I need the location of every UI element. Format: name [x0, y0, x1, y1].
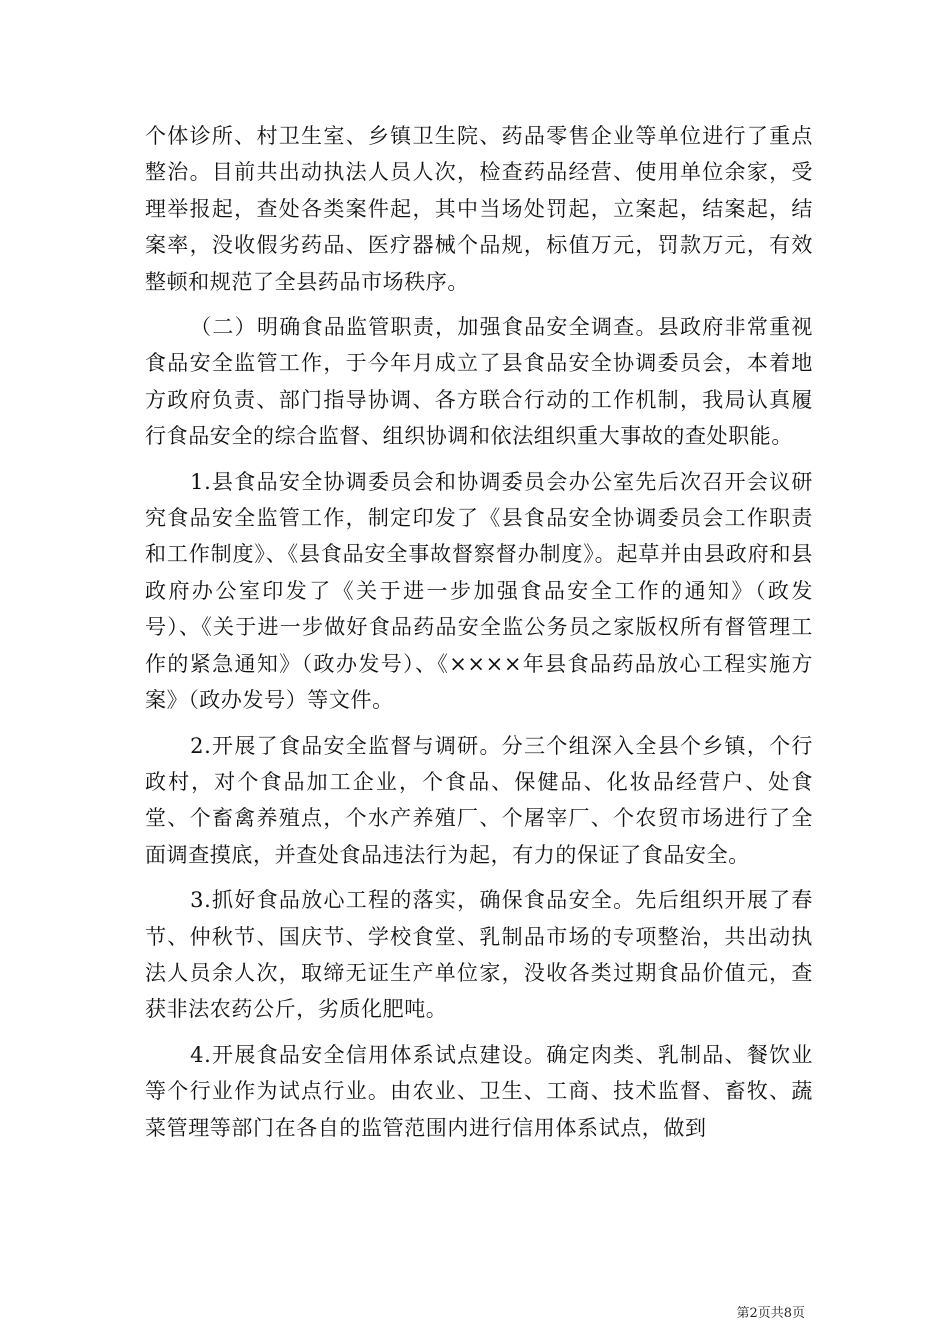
paragraph-6: 4.开展食品安全信用体系试点建设。确定肉类、乳制品、餐饮业等个行业作为试点行业。由农业、卫生、工商、技术监督、畜牧、蔬菜管理等部门在各自的监管范围内进行信用体系试点，做到	[145, 1042, 813, 1140]
paragraph-2: （二）明确食品监管职责，加强食品安全调查。县政府非常重视食品安全监管工作，于今年月成立了县食品安全协调委员会，本着地方政府负责、部门指导协调、各方联合行动的工作机制，我局认真履行食品安全的综合监督、组织协调和依法组织重大事故的查处职能。	[145, 315, 813, 449]
paragraph-1: 个体诊所、村卫生室、乡镇卫生院、药品零售企业等单位进行了重点整治。目前共出动执法人员人次，检查药品经营、使用单位余家，受理举报起，查处各类案件起，其中当场处罚起，立案起，结案起，结案率，没收假劣药品、医疗器械个品规，标值万元，罚款万元，有效整顿和规范了全县药品市场秩序。	[145, 124, 813, 294]
paragraph-4: 2.开展了食品安全监督与调研。分三个组深入全县个乡镇，个行政村，对个食品加工企业，个食品、保健品、化妆品经营户、处食堂、个畜禽养殖点，个水产养殖厂、个屠宰厂、个农贸市场进行了全面调查摸底，并查处食品违法行为起，有力的保证了食品安全。	[145, 733, 813, 867]
paragraph-3: 1.县食品安全协调委员会和协调委员会办公室先后次召开会议研究食品安全监管工作，制定印发了《县食品安全协调委员会工作职责和工作制度》、《县食品安全事故督察督办制度》。起草并由县政府和县政府办公室印发了《关于进一步加强食品安全工作的通知》（政发号）、《关于进一步做好食品药品安全监公务员之家版权所有督管理工作的紧急通知》（政办发号）、《××××年县食品药品放心工程实施方案》（政办发号）等文件。	[145, 469, 813, 713]
paragraph-5: 3.抓好食品放心工程的落实，确保食品安全。先后组织开展了春节、仲秋节、国庆节、学校食堂、乳制品市场的专项整治，共出动执法人员余人次，取缔无证生产单位家，没收各类过期食品价值元，查获非法农药公斤，劣质化肥吨。	[145, 888, 813, 1022]
page-number: 第2页共8页	[736, 1306, 805, 1321]
document-body	[145, 118, 813, 1155]
